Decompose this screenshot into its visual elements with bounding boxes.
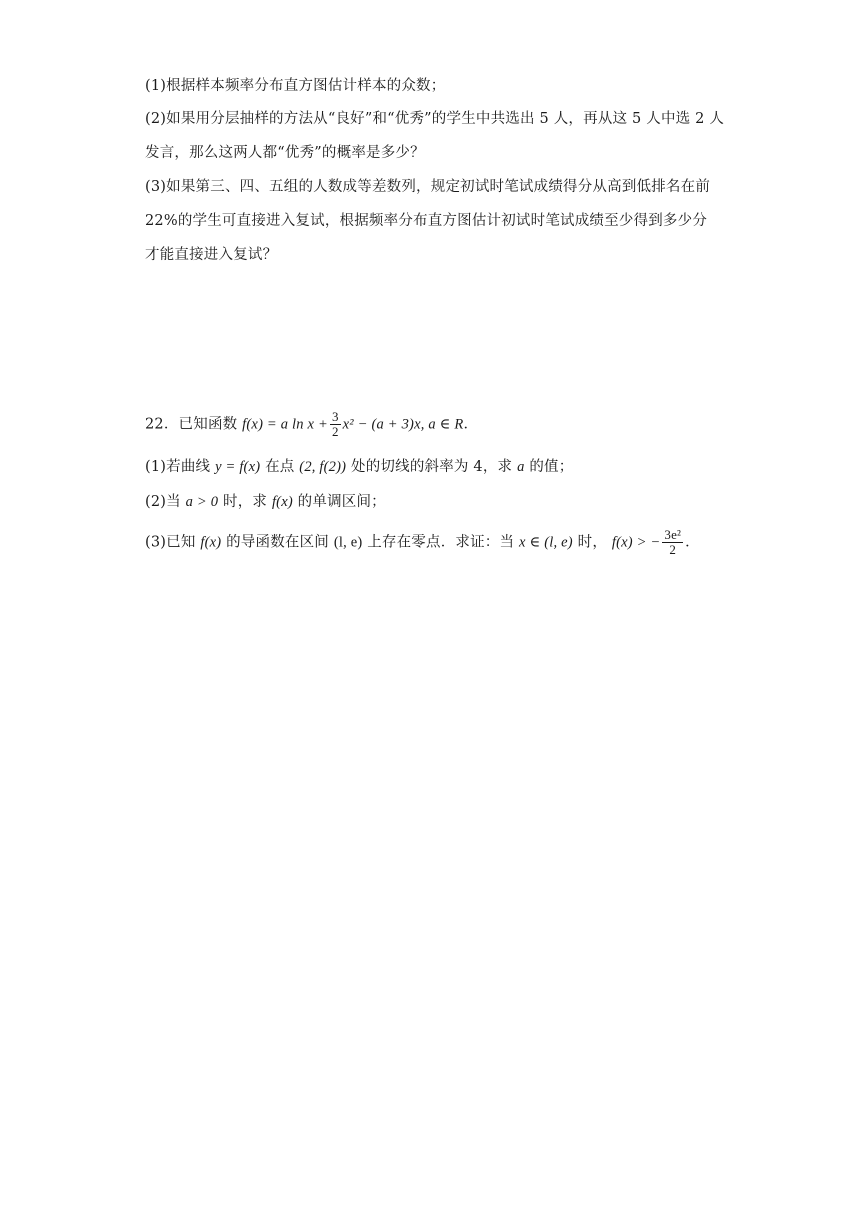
- q22-p3-a: (3)已知: [145, 534, 196, 551]
- q22-p3-c: 上存在零点．求证：当: [367, 534, 515, 551]
- q22-p3-f: f(x): [200, 534, 222, 551]
- q22-p3-x: x ∈ (l, e): [519, 534, 573, 551]
- q22-p1-d: 的值；: [529, 459, 574, 475]
- q22-fraction: [330, 410, 341, 439]
- q22-part3: [145, 528, 700, 557]
- q22-part1: [145, 455, 573, 476]
- q22-p2-a: (2)当: [145, 494, 181, 510]
- q22-function-def: f(x) = a ln x +: [242, 416, 328, 433]
- q22-p1-point: (2, f(2)): [299, 459, 347, 475]
- q22-p2-cond: a > 0: [185, 494, 219, 510]
- q22-stem-end: ．: [463, 416, 479, 433]
- q22-frac-den: 2: [331, 424, 339, 439]
- q22-p2-b: 时，求: [223, 494, 268, 510]
- q22-p3-fraction: [662, 528, 683, 557]
- q22-stem-prefix: 22．已知函数: [145, 416, 238, 433]
- q22-part2: [145, 490, 386, 511]
- q22-p1-a: (1)若曲线: [145, 459, 211, 475]
- q22-p3-end: ．: [685, 534, 700, 551]
- q21-part2-line1: (2)如果用分层抽样的方法从“良好”和“优秀”的学生中共选出 5 人，再从这 5 人中选 2 人: [145, 111, 725, 127]
- q22-stem: [145, 410, 478, 439]
- q22-p3-b: 的导函数在区间: [226, 534, 329, 551]
- q22-p1-c: 处的切线的斜率为 4，求: [351, 459, 513, 475]
- q21-part2-line2: 发言，那么这两人都“优秀”的概率是多少？: [145, 145, 425, 161]
- q22-frac-num: 3: [331, 409, 339, 424]
- q22-p1-curve: y = f(x): [215, 459, 261, 475]
- q22-p1-b: 在点: [265, 459, 295, 475]
- q22-p3-frac-den: 2: [669, 542, 677, 557]
- q22-p1-var: a: [517, 459, 525, 475]
- q22-p2-f: f(x): [271, 494, 293, 510]
- q21-part3-line2: 22%的学生可直接进入复试，根据频率分布直方图估计初试时笔试成绩至少得到多少分: [145, 213, 708, 229]
- q21-part3-line1: (3)如果第三、四、五组的人数成等差数列，规定初试时笔试成绩得分从高到低排名在前: [145, 179, 711, 195]
- q22-p3-frac-num: 3e²: [664, 527, 682, 542]
- q22-function-rest: x² − (a + 3)x, a ∈ R: [342, 416, 464, 433]
- q21-part3-line3: 才能直接进入复试？: [145, 247, 278, 263]
- q22-p3-d: 时，: [577, 534, 608, 551]
- q22-p3-interval: (l, e): [333, 534, 363, 551]
- q22-p3-ineq: f(x) > −: [611, 534, 661, 551]
- q21-part1: (1)根据样本频率分布直方图估计样本的众数；: [145, 78, 446, 94]
- q22-p2-c: 的单调区间；: [297, 494, 386, 510]
